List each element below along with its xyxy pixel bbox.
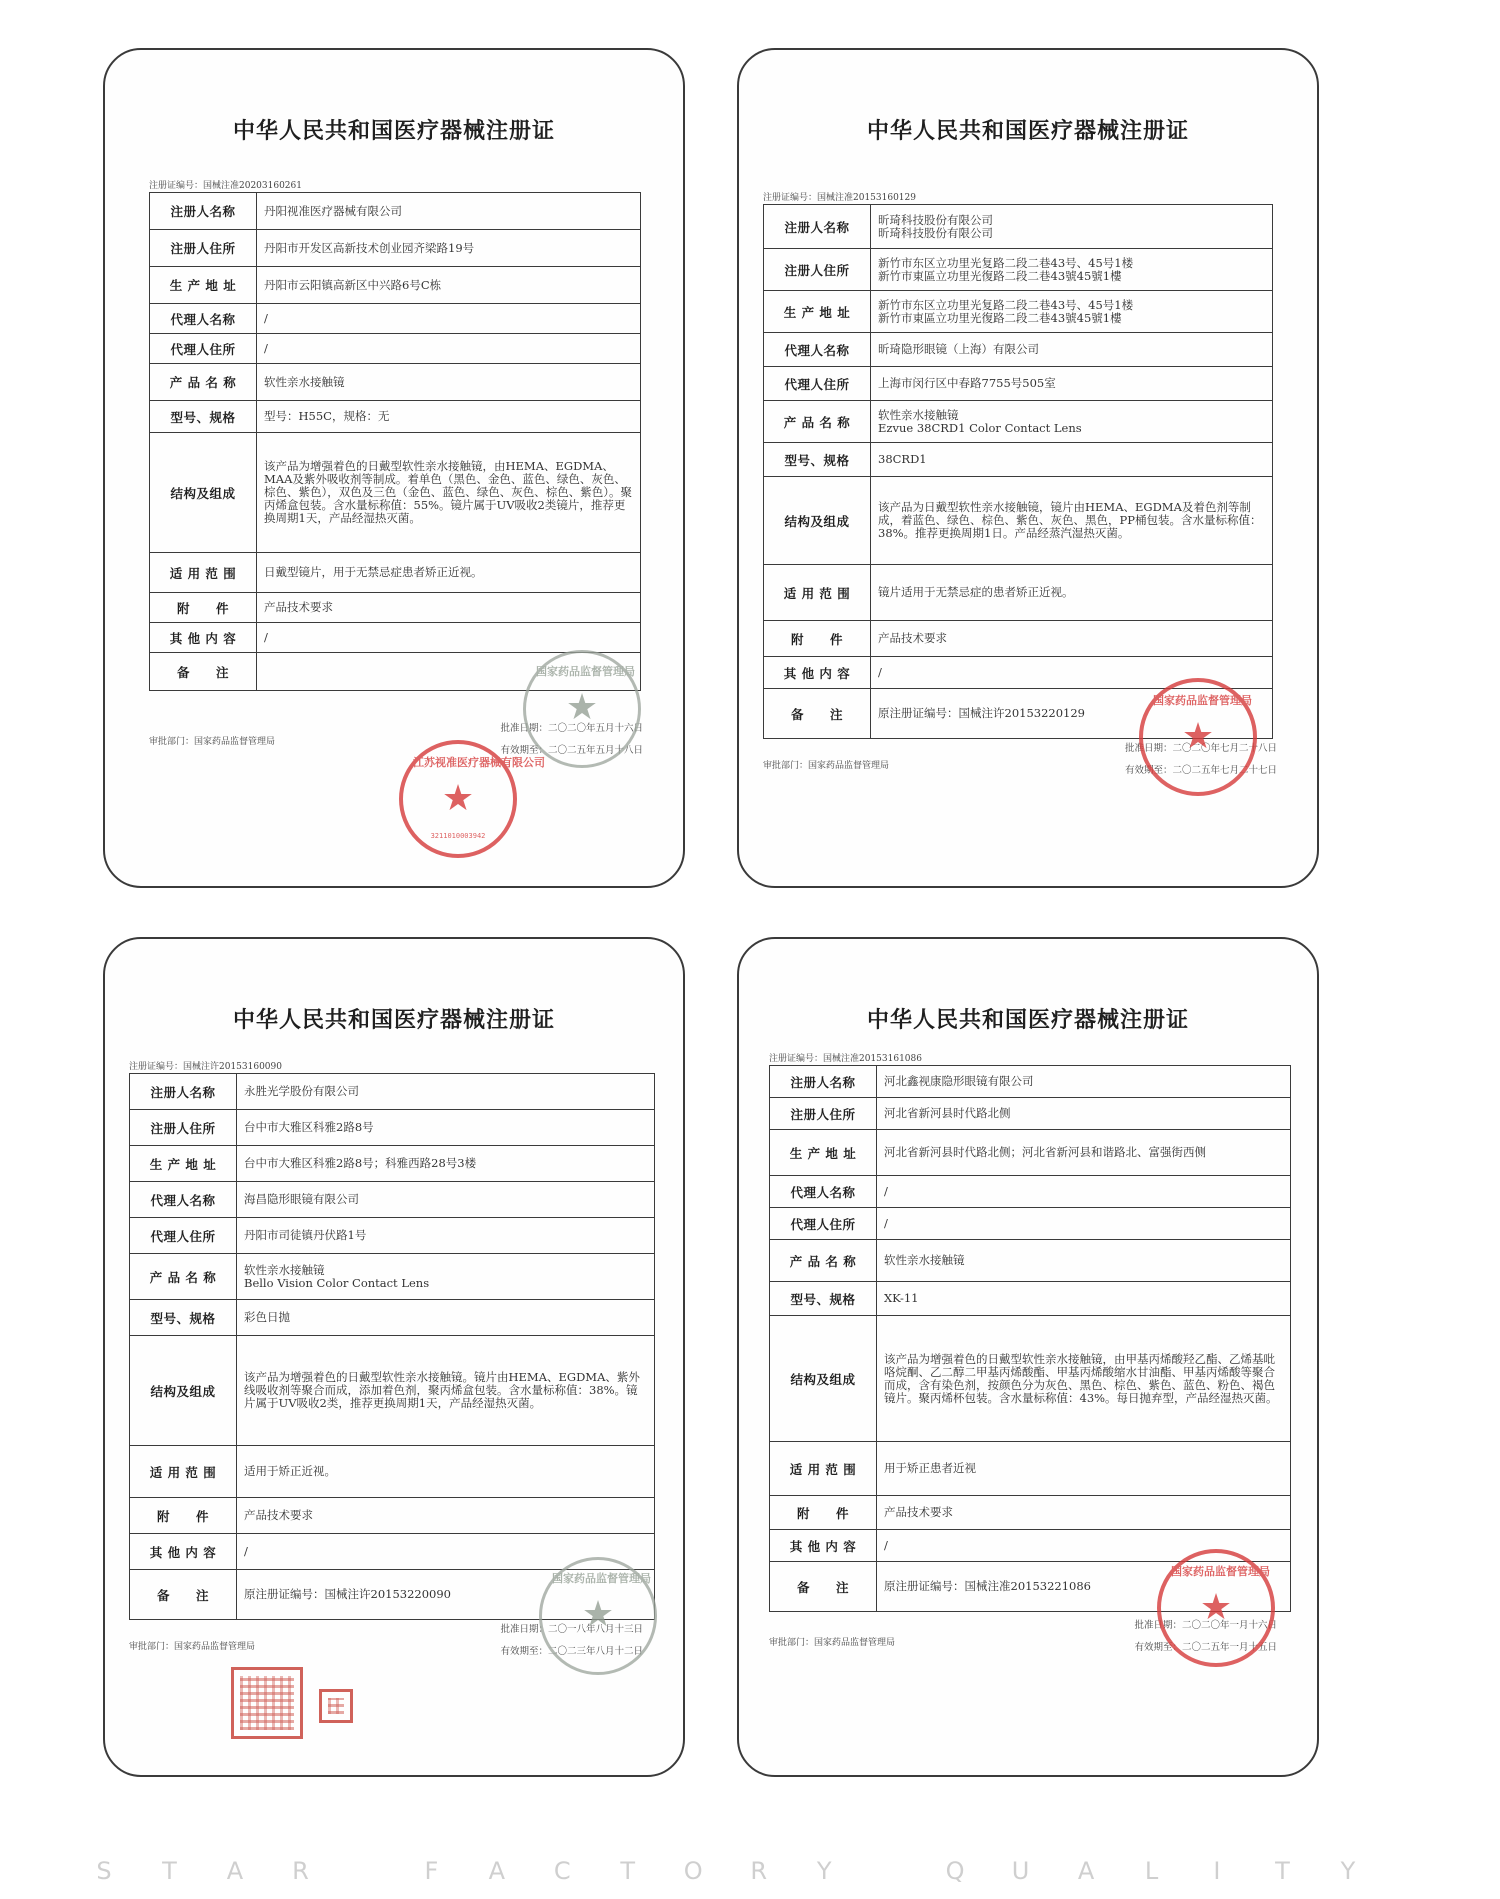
certificate-card-3 — [103, 937, 685, 1777]
row-label: 代理人住所 — [770, 1208, 877, 1240]
row-label: 备 注 — [130, 1570, 237, 1620]
row-value: 软性亲水接触镜 Bello Vision Color Contact Lens — [237, 1254, 655, 1300]
row-value: 日戴型镜片，用于无禁忌症患者矫正近视。 — [257, 553, 641, 593]
registration-table — [149, 192, 641, 691]
row-value: 台中市大雅区科雅2路8号；科雅西路28号3楼 — [237, 1146, 655, 1182]
row-value: 彩色日抛 — [237, 1300, 655, 1336]
certificate-title: 中华人民共和国医疗器械注册证 — [232, 1007, 555, 1033]
tagline-letter: Y — [816, 1857, 832, 1885]
row-value: 上海市闵行区中春路7755号505室 — [871, 367, 1273, 401]
row-value: 软性亲水接触镜 — [257, 364, 641, 401]
certificate-number: 注册证编号：国械注准20153161086 — [769, 1054, 922, 1064]
row-value: 该产品为增强着色的日戴型软性亲水接触镜，由甲基丙烯酸羟乙酯、乙烯基吡咯烷酮、乙二醇二甲基丙烯酸酯、甲基丙烯酸缩水甘油酯、甲基丙烯酸等聚合而成，含有染色剂，按颜色分为灰色、黑色、棕色、紫色、蓝色、粉色、褐色镜片。聚丙烯杯包装。含水量标称值：43%。每日抛弃型，产品经湿热灭菌。 — [877, 1316, 1291, 1442]
certificate-title: 中华人民共和国医疗器械注册证 — [232, 118, 555, 144]
row-value: 海昌隐形眼镜有限公司 — [237, 1182, 655, 1218]
row-label: 注册人名称 — [150, 193, 257, 230]
square-stamp — [231, 1667, 303, 1739]
approval-date: 批准日期：二〇二〇年一月十六日 — [1134, 1620, 1277, 1631]
row-value: 永胜光学股份有限公司 — [237, 1074, 655, 1110]
registration-table — [129, 1073, 655, 1620]
row-value: / — [877, 1530, 1291, 1562]
row-value: / — [237, 1534, 655, 1570]
approval-date: 批准日期：二〇二〇年七月二十八日 — [1124, 743, 1277, 754]
row-value: 用于矫正患者近视 — [877, 1442, 1291, 1496]
row-value: 河北省新河县时代路北侧；河北省新河县和谐路北、富强街西侧 — [877, 1130, 1291, 1176]
certificate-card-1 — [103, 48, 685, 888]
row-label: 适 用 范 围 — [764, 565, 871, 621]
row-value: / — [877, 1176, 1291, 1208]
row-label: 结构及组成 — [130, 1336, 237, 1446]
row-label: 备 注 — [764, 689, 871, 739]
row-label: 代理人名称 — [764, 333, 871, 367]
row-label: 型号、规格 — [764, 443, 871, 477]
row-label: 其 他 内 容 — [150, 623, 257, 653]
row-label: 适 用 范 围 — [150, 553, 257, 593]
row-label: 生 产 地 址 — [150, 267, 257, 304]
tagline-letter: S — [96, 1857, 112, 1885]
small-square-stamp — [319, 1689, 353, 1723]
row-label: 型号、规格 — [150, 401, 257, 433]
tagline-letter: I — [1213, 1857, 1221, 1885]
star-icon: ★ — [1199, 1587, 1233, 1628]
row-value: 丹阳市云阳镇高新区中兴路6号C栋 — [257, 267, 641, 304]
row-value: 产品技术要求 — [877, 1496, 1291, 1530]
row-label: 代理人住所 — [130, 1218, 237, 1254]
row-label: 结构及组成 — [764, 477, 871, 565]
row-label: 备 注 — [770, 1562, 877, 1612]
certificate-card-2 — [737, 48, 1319, 888]
row-label: 产 品 名 称 — [770, 1240, 877, 1282]
tagline-letter: R — [750, 1857, 768, 1885]
row-label: 其 他 内 容 — [770, 1530, 877, 1562]
row-value: 产品技术要求 — [871, 621, 1273, 657]
agency-seal: 国家药品监督管理局 ★ — [1139, 678, 1257, 796]
row-value: 台中市大雅区科雅2路8号 — [237, 1110, 655, 1146]
tagline-letter: T — [162, 1857, 177, 1885]
approval-department: 审批部门：国家药品监督管理局 — [769, 1638, 896, 1648]
row-value: 新竹市东区立功里光复路二段二巷43号、45号1楼 新竹市東區立功里光復路二段二巷43號45號1樓 — [871, 249, 1273, 291]
row-value: 镜片适用于无禁忌症的患者矫正近视。 — [871, 565, 1273, 621]
row-value: 河北省新河县时代路北侧 — [877, 1098, 1291, 1130]
row-value: 型号：H55C，规格：无 — [257, 401, 641, 433]
row-value: 丹阳市开发区高新技术创业园齐梁路19号 — [257, 230, 641, 267]
tagline-letter: Q — [945, 1857, 965, 1885]
star-icon: ★ — [1181, 716, 1215, 757]
row-label: 生 产 地 址 — [764, 291, 871, 333]
row-value: 软性亲水接触镜 Ezvue 38CRD1 Color Contact Lens — [871, 401, 1273, 443]
row-value: / — [257, 623, 641, 653]
row-label: 附 件 — [150, 593, 257, 623]
row-label: 结构及组成 — [150, 433, 257, 553]
valid-until: 有效期至：二〇二五年七月二十七日 — [1124, 765, 1277, 776]
row-value: 原注册证编号：国械注准20153221086 — [877, 1562, 1291, 1612]
tagline-letter: O — [683, 1857, 703, 1885]
approval-date: 批准日期：二〇一八年八月十三日 — [500, 1624, 643, 1635]
registration-table — [769, 1065, 1291, 1612]
tagline-letter: U — [1011, 1857, 1030, 1885]
row-value: 38CRD1 — [871, 443, 1273, 477]
tagline-letter: T — [1275, 1857, 1290, 1885]
tagline-letter: L — [1144, 1857, 1159, 1885]
star-icon: ★ — [565, 687, 599, 728]
approval-department: 审批部门：国家药品监督管理局 — [129, 1642, 256, 1652]
tagline-letter: Y — [1340, 1857, 1356, 1885]
row-label: 结构及组成 — [770, 1316, 877, 1442]
tagline-letter: T — [620, 1857, 636, 1885]
row-label: 注册人住所 — [770, 1098, 877, 1130]
row-value: 产品技术要求 — [237, 1498, 655, 1534]
row-value: 河北鑫视康隐形眼镜有限公司 — [877, 1066, 1291, 1098]
tagline-letter: A — [488, 1857, 506, 1885]
row-value: 原注册证编号：国械注许20153220090 — [237, 1570, 655, 1620]
tagline-letter: C — [553, 1857, 571, 1885]
row-label: 适 用 范 围 — [770, 1442, 877, 1496]
tagline-letter: R — [292, 1857, 309, 1885]
certificate-number: 注册证编号：国械注准20153160129 — [763, 193, 916, 203]
certificate-title: 中华人民共和国医疗器械注册证 — [866, 118, 1189, 144]
valid-until: 有效期至：二〇二五年五月十八日 — [500, 745, 643, 756]
row-value: 产品技术要求 — [257, 593, 641, 623]
row-label: 备 注 — [150, 653, 257, 691]
approval-department: 审批部门：国家药品监督管理局 — [149, 737, 276, 747]
certificate-title: 中华人民共和国医疗器械注册证 — [866, 1007, 1189, 1033]
row-label: 注册人住所 — [764, 249, 871, 291]
valid-until: 有效期至：二〇二三年八月十二日 — [500, 1646, 643, 1657]
row-label: 附 件 — [130, 1498, 237, 1534]
row-label: 其 他 内 容 — [764, 657, 871, 689]
row-value: 昕琦隐形眼镜（上海）有限公司 — [871, 333, 1273, 367]
tagline-letter — [354, 1857, 378, 1885]
tagline-letter: A — [1077, 1857, 1095, 1885]
row-label: 产 品 名 称 — [764, 401, 871, 443]
row-label: 注册人名称 — [764, 205, 871, 249]
certificate-number: 注册证编号：国械注准20203160261 — [149, 181, 302, 191]
row-value: 丹阳市司徒镇丹伏路1号 — [237, 1218, 655, 1254]
row-label: 产 品 名 称 — [130, 1254, 237, 1300]
row-label: 代理人住所 — [764, 367, 871, 401]
row-value: XK-11 — [877, 1282, 1291, 1316]
agency-seal: 国家药品监督管理局 ★ — [539, 1557, 657, 1675]
row-value: 该产品为日戴型软性亲水接触镜，镜片由HEMA、EGDMA及着色剂等制成，着蓝色、绿色、棕色、紫色、灰色、黑色，PP桶包装。含水量标称值：38%。推荐更换周期1日。产品经蒸汽湿热灭菌。 — [871, 477, 1273, 565]
row-label: 注册人名称 — [770, 1066, 877, 1098]
tagline-letter: A — [226, 1857, 244, 1885]
row-label: 生 产 地 址 — [770, 1130, 877, 1176]
row-label: 注册人名称 — [130, 1074, 237, 1110]
row-label: 附 件 — [770, 1496, 877, 1530]
approval-department: 审批部门：国家药品监督管理局 — [763, 761, 890, 771]
company-seal: 江苏视准医疗器械有限公司 ★ 3211010003942 — [399, 740, 517, 858]
row-label: 适 用 范 围 — [130, 1446, 237, 1498]
row-label: 产 品 名 称 — [150, 364, 257, 401]
row-value: / — [871, 657, 1273, 689]
agency-seal: 国家药品监督管理局 ★ — [523, 650, 641, 768]
star-icon: ★ — [581, 1594, 615, 1635]
certificate-number: 注册证编号：国械注许20153160090 — [129, 1062, 282, 1072]
row-label: 型号、规格 — [130, 1300, 237, 1336]
valid-until: 有效期至：二〇二五年一月十五日 — [1134, 1642, 1277, 1653]
row-label: 代理人住所 — [150, 334, 257, 364]
tagline — [0, 1857, 1360, 1885]
agency-seal: 国家药品监督管理局 ★ — [1157, 1549, 1275, 1667]
row-value: 该产品为增强着色的日戴型软性亲水接触镜。镜片由HEMA、EGDMA、紫外线吸收剂等聚合而成，添加着色剂，聚丙烯盒包装。含水量标称值：38%。镜片属于UV吸收2类，推荐更换周期1天，产品经湿热灭菌。 — [237, 1336, 655, 1446]
registration-table — [763, 204, 1273, 739]
row-label: 其 他 内 容 — [130, 1534, 237, 1570]
row-label: 代理人名称 — [130, 1182, 237, 1218]
tagline-letter — [878, 1857, 902, 1885]
row-value: 软性亲水接触镜 — [877, 1240, 1291, 1282]
row-value: / — [257, 334, 641, 364]
row-value: / — [877, 1208, 1291, 1240]
row-value: 适用于矫正近视。 — [237, 1446, 655, 1498]
row-label: 附 件 — [764, 621, 871, 657]
row-value: 丹阳视准医疗器械有限公司 — [257, 193, 641, 230]
row-label: 代理人名称 — [150, 304, 257, 334]
row-label: 注册人住所 — [150, 230, 257, 267]
star-icon: ★ — [441, 778, 475, 819]
tagline-letter: F — [424, 1857, 439, 1885]
row-label: 生 产 地 址 — [130, 1146, 237, 1182]
row-label: 代理人名称 — [770, 1176, 877, 1208]
row-label: 型号、规格 — [770, 1282, 877, 1316]
row-value: 新竹市东区立功里光复路二段二巷43号、45号1楼 新竹市東區立功里光復路二段二巷43號45號1樓 — [871, 291, 1273, 333]
row-label: 注册人住所 — [130, 1110, 237, 1146]
certificate-card-4 — [737, 937, 1319, 1777]
row-value: 原注册证编号：国械注许20153220129 — [871, 689, 1273, 739]
row-value: 该产品为增强着色的日戴型软性亲水接触镜，由HEMA、EGDMA、MAA及紫外吸收剂等制成。着单色（黑色、金色、蓝色、绿色、灰色、棕色、紫色），双色及三色（金色、蓝色、绿色、灰色、棕色、紫色）。聚丙烯盒包装。含水量标称值：55%。镜片属于UV吸收2类镜片，推荐更换周期1天，产品经湿热灭菌。 — [257, 433, 641, 553]
row-value: / — [257, 304, 641, 334]
row-value: 昕琦科技股份有限公司 昕琦科技股份有限公司 — [871, 205, 1273, 249]
approval-date: 批准日期：二〇二〇年五月十六日 — [500, 723, 643, 734]
